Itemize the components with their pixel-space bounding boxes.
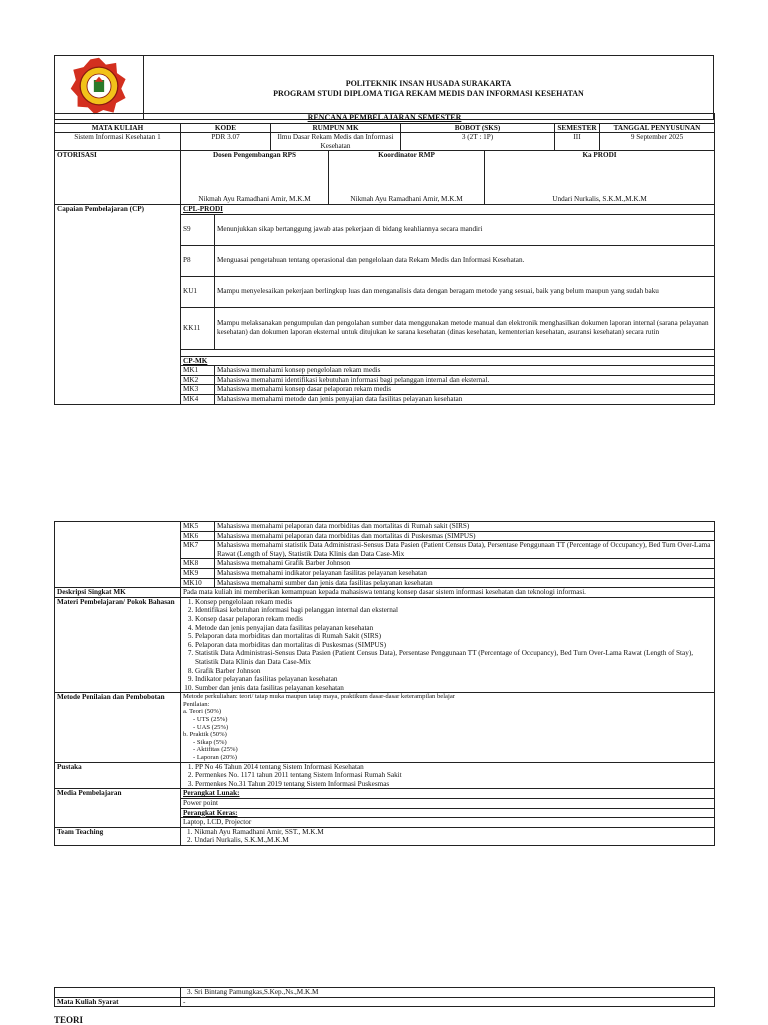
spacer-row — [181, 349, 715, 356]
media-lunak-value: Power point — [181, 799, 715, 809]
cpmk-code: MK9 — [181, 568, 215, 578]
penilaian-aktifitas: - Aktifitas (25%) — [193, 746, 238, 754]
media-label: Media Pembelajaran — [55, 789, 181, 827]
cpl-text: Menunjukkan sikap bertanggung jawab atas pekerjaan di bidang keahliannya secara mandiri — [215, 214, 715, 245]
penilaian-praktik: b. Praktik (50%) — [183, 731, 227, 739]
cpmk-code: MK1 — [181, 366, 215, 376]
team-label: Team Teaching — [55, 827, 181, 845]
list-item: 5. Pelaporan data morbiditas dan mortalitas di Rumah Sakit (SIRS) — [195, 632, 712, 641]
list-item: 1. Konsep pengelolaan rekam medis — [195, 598, 712, 607]
cpmk-code: MK8 — [181, 559, 215, 569]
materi-list — [183, 598, 712, 693]
list-item: 9. Indikator pelayanan fasilitas pelayanan kesehatan — [195, 675, 712, 684]
logo-cell — [55, 56, 144, 120]
col-tanggal: TANGGAL PENYUSUNAN — [600, 123, 715, 133]
penilaian-intro: Metode perkuliahan: teori/ tatap muka maupun tatap maya, praktikum dasar-dasar keterampilan belajar — [183, 693, 455, 701]
col-rumpun: RUMPUN MK — [271, 123, 401, 133]
rps-page3-table — [54, 987, 715, 1007]
cpmk-text: Mahasiswa memahami pelaporan data morbiditas dan mortalitas di Rumah sakit (SIRS) — [215, 522, 715, 532]
cpmk-code: MK10 — [181, 578, 215, 588]
penilaian-laporan: - Laporan (20%) — [193, 754, 237, 762]
cpl-code: S9 — [181, 214, 215, 245]
pustaka-list — [183, 763, 712, 789]
team-member: 1. Nikmah Ayu Ramadhani Amir, SST., M.K.M — [187, 827, 324, 836]
rps-main-table — [54, 113, 715, 405]
dosen-header: Dosen Pengembangan RPS — [181, 151, 329, 160]
cpl-header: CPL-PRODI — [181, 204, 715, 214]
header-title-cell — [144, 56, 714, 120]
col-kode: KODE — [181, 123, 271, 133]
cpmk-code: MK7 — [181, 541, 215, 559]
value-bobot: 3 (2T : 1P) — [401, 133, 555, 151]
cpmk-text: Mahasiswa memahami konsep dasar pelaporan rekam medis — [215, 385, 715, 395]
media-keras-label: Perangkat Keras: — [181, 808, 715, 818]
penilaian-label: Metode Penilaian dan Pembobotan — [55, 693, 181, 762]
col-bobot: BOBOT (SKS) — [401, 123, 555, 133]
value-mata-kuliah: Sistem Informasi Kesehatan 1 — [55, 133, 181, 151]
list-item: 6. Pelaporan data morbiditas dan mortalitas di Puskesmas (SIMPUS) — [195, 641, 712, 650]
materi-cell — [181, 597, 715, 693]
cpl-text: Mampu melaksanakan pengumpulan dan pengolahan sumber data menggunakan metode manual dan elektronik menghasilkan dokumen laporan internal (sarana pelayanan kesehatan) dan dokumen laporan eksternal untuk ditujukan ke sarana kesehatan (dinas kesehatan, kementerian kesehatan, asuransi kesehatan) secara rutin — [215, 307, 715, 349]
institution-logo-icon — [69, 56, 129, 116]
list-item: 2. Identifikasi kebutuhan informasi bagi pelanggan internal dan eksternal — [195, 606, 712, 615]
penilaian-uts: - UTS (25%) — [193, 716, 228, 724]
cpmk-text: Mahasiswa memahami statistik Data Administrasi-Sensus Data Pasien (Patient Census Data), Persentase Penggunaan TT (Percentage of Occupancy), Bed Turn Over-Lama Rawat (Length of Stay), Statistik Data Klinis dan Data Case-Mix — [215, 541, 715, 559]
cpmk-code: MK2 — [181, 375, 215, 385]
value-kode: PDR 3.07 — [181, 133, 271, 151]
cpl-text: Mampu menyelesaikan pekerjaan berlingkup luas dan menganalisis data dengan beragam metode yang sesuai, baik yang belum maupun yang sudah baku — [215, 276, 715, 307]
cpl-code: P8 — [181, 245, 215, 276]
team-cell — [181, 827, 715, 845]
list-item: 3. Konsep dasar pelaporan rekam medis — [195, 615, 712, 624]
media-keras-value: Laptop, LCD, Projector — [181, 818, 715, 828]
list-item: 3. Permenkes No.31 Tahun 2019 tentang Sistem Informasi Puskesmas — [195, 780, 712, 789]
kaprodi-name: Undari Nurkalis, S.K.M.,M.K.M — [485, 160, 715, 205]
value-rumpun: Ilmu Dasar Rekam Medis dan Informasi Kesehatan — [271, 133, 401, 151]
cp-label: Capaian Pembelajaran (CP) — [55, 204, 181, 404]
list-item: 8. Grafik Barber Johnson — [195, 667, 712, 676]
otorisasi-label: OTORISASI — [55, 151, 181, 205]
list-item: 10. Sumber dan jenis data fasilitas pelayanan kesehatan — [195, 684, 712, 693]
list-item: 2. Permenkes No. 1171 tahun 2011 tentang Sistem Informasi Rumah Sakit — [195, 771, 712, 780]
penilaian-heading: Penilaian: — [183, 700, 210, 708]
penilaian-sikap: - Sikap (5%) — [193, 738, 227, 746]
program-name: PROGRAM STUDI DIPLOMA TIGA REKAM MEDIS DAN INFORMASI KESEHATAN — [273, 89, 584, 99]
cpmk-text: Mahasiswa memahami Grafik Barber Johnson — [215, 559, 715, 569]
col-semester: SEMESTER — [555, 123, 600, 133]
doc-title: RENCANA PEMBELAJARAN SEMESTER — [55, 114, 715, 124]
cpl-code: KK11 — [181, 307, 215, 349]
media-lunak-label: Perangkat Lunak: — [181, 789, 715, 799]
cpl-text: Menguasai pengetahuan tentang operasional dan pengelolaan data Rekam Medis dan Informasi Kesehatan. — [215, 245, 715, 276]
value-tanggal: 9 September 2025 — [600, 133, 715, 151]
team-member: 2. Undari Nurkalis, S.K.M.,M.K.M — [187, 836, 289, 845]
penilaian-teori: a. Teori (50%) — [183, 708, 222, 716]
syarat-label: Mata Kuliah Syarat — [55, 997, 181, 1007]
team-member: 3. Sri Bintang Pamungkas,S.Kep.,Ns.,M.K.M — [181, 988, 715, 998]
team-continuation-cell — [55, 988, 181, 998]
cpmk-text: Mahasiswa memahami indikator pelayanan fasilitas pelayanan kesehatan — [215, 568, 715, 578]
deskripsi-text: Pada mata kuliah ini memberikan kemampuan kepada mahasiswa tentang konsep dasar sistem informasi kesehatan dan teknologi informasi. — [181, 588, 715, 598]
penilaian-uas: - UAS (25%) — [193, 723, 229, 731]
cpmk-text: Mahasiswa memahami identifikasi kebutuhan informasi bagi pelanggan internal dan eksternal. — [215, 375, 715, 385]
koordinator-name: Nikmah Ayu Ramadhani Amir, M.K.M — [329, 160, 485, 205]
list-item: 1. PP No 46 Tahun 2014 tentang Sistem Informasi Kesehatan — [195, 763, 712, 772]
cpmk-text: Mahasiswa memahami pelaporan data morbiditas dan mortalitas di Puskesmas (SIMPUS) — [215, 531, 715, 541]
header-table — [54, 55, 714, 120]
value-semester: III — [555, 133, 600, 151]
cpl-code: KU1 — [181, 276, 215, 307]
koordinator-header: Koordinator RMP — [329, 151, 485, 160]
cpmk-header: CP-MK — [181, 356, 715, 366]
cpmk-code: MK3 — [181, 385, 215, 395]
institution-name: POLITEKNIK INSAN HUSADA SURAKARTA — [345, 79, 512, 89]
cpmk-text: Mahasiswa memahami metode dan jenis penyajian data fasilitas pelayanan kesehatan — [215, 394, 715, 404]
cp-continuation-cell — [55, 522, 181, 588]
list-item: 4. Metode dan jenis penyajian data fasilitas pelayanan kesehatan — [195, 624, 712, 633]
list-item: 7. Statistik Data Administrasi-Sensus Data Pasien (Patient Census Data), Persentase Penggunaan TT (Percentage of Occupancy), Bed Turn Over-Lama Rawat (Length of Stay), Statistik Data Klinis dan Data Case-Mix — [195, 649, 712, 666]
cpmk-code: MK5 — [181, 522, 215, 532]
cpmk-text: Mahasiswa memahami sumber dan jenis data fasilitas pelayanan kesehatan — [215, 578, 715, 588]
cpmk-text: Mahasiswa memahami konsep pengelolaan rekam medis — [215, 366, 715, 376]
kaprodi-header: Ka PRODI — [485, 151, 715, 160]
syarat-value: - — [181, 997, 715, 1007]
pustaka-cell — [181, 762, 715, 789]
col-mata-kuliah: MATA KULIAH — [55, 123, 181, 133]
penilaian-cell — [181, 693, 715, 762]
cpmk-code: MK4 — [181, 394, 215, 404]
deskripsi-label: Deskripsi Singkat MK — [55, 588, 181, 598]
pustaka-label: Pustaka — [55, 762, 181, 789]
materi-label: Materi Pembelajaran/ Pokok Bahasan — [55, 597, 181, 693]
dosen-name: Nikmah Ayu Ramadhani Amir, M.K.M — [181, 160, 329, 205]
teori-heading: TEORI — [54, 1015, 84, 1025]
rps-continuation-table — [54, 521, 715, 846]
cpmk-code: MK6 — [181, 531, 215, 541]
